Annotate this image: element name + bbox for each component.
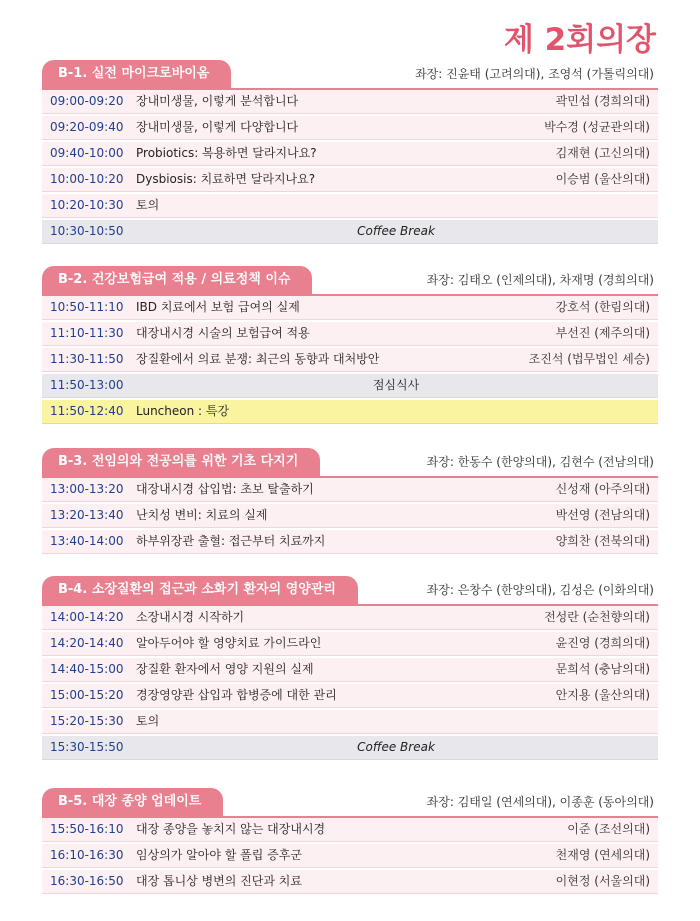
table-row xyxy=(42,168,658,192)
session-title: B-5. 대장 종양 업데이트 xyxy=(42,788,223,816)
time-slot: 13:40-14:00 xyxy=(50,534,124,548)
session-chairs: 좌장: 김태오 (인제의대), 차재명 (경희의대) xyxy=(426,273,654,287)
speaker-name: 천재영 (연세의대) xyxy=(555,848,650,862)
talk-topic: 대장내시경 삽입법: 초보 탈출하기 xyxy=(136,482,314,496)
session-block xyxy=(42,448,658,554)
table-row xyxy=(42,194,658,218)
talk-topic: 임상의가 알아야 할 폴립 증후군 xyxy=(136,848,302,862)
time-slot: 09:40-10:00 xyxy=(50,146,124,160)
talk-topic: 토의 xyxy=(136,198,160,212)
table-row xyxy=(42,736,658,760)
speaker-name: 이현정 (서울의대) xyxy=(555,874,650,888)
time-slot: 11:50-12:40 xyxy=(50,404,124,418)
session-rows xyxy=(42,296,658,424)
table-row xyxy=(42,296,658,320)
speaker-name: 안지용 (울산의대) xyxy=(555,688,650,702)
time-slot: 14:40-15:00 xyxy=(50,662,124,676)
speaker-name: 윤진영 (경희의대) xyxy=(555,636,650,650)
time-slot: 15:30-15:50 xyxy=(50,740,124,754)
table-row xyxy=(42,658,658,682)
session-header xyxy=(42,448,658,476)
time-slot: 14:20-14:40 xyxy=(50,636,124,650)
talk-topic: 소장내시경 시작하기 xyxy=(136,610,245,624)
time-slot: 09:20-09:40 xyxy=(50,120,124,134)
talk-topic: 장내미생물, 이렇게 다양합니다 xyxy=(136,120,299,134)
session-chairs: 좌장: 한동수 (한양의대), 김현수 (전남의대) xyxy=(426,455,654,469)
talk-topic: Luncheon : 특강 xyxy=(136,404,230,418)
table-row xyxy=(42,220,658,244)
time-slot: 10:20-10:30 xyxy=(50,198,124,212)
time-slot: 11:30-11:50 xyxy=(50,352,124,366)
speaker-name: 전성란 (순천향의대) xyxy=(544,610,650,624)
time-slot: 10:50-11:10 xyxy=(50,300,124,314)
talk-topic: 토의 xyxy=(136,714,160,728)
table-row xyxy=(42,818,658,842)
talk-topic: 장질환에서 의료 분쟁: 최근의 동향과 대처방안 xyxy=(136,352,380,366)
table-row xyxy=(42,348,658,372)
table-row xyxy=(42,606,658,630)
time-slot: 11:10-11:30 xyxy=(50,326,124,340)
talk-topic: 대장내시경 시술의 보험급여 적용 xyxy=(136,326,310,340)
talk-topic: Probiotics: 복용하면 달라지나요? xyxy=(136,146,317,160)
session-title: B-1. 실전 마이크로바이옴 xyxy=(42,60,231,88)
session-block xyxy=(42,788,658,894)
session-chairs: 좌장: 진윤태 (고려의대), 조영석 (가톨릭의대) xyxy=(415,67,654,81)
time-slot: 13:20-13:40 xyxy=(50,508,124,522)
speaker-name: 박수경 (성균관의대) xyxy=(544,120,650,134)
speaker-name: 신성재 (아주의대) xyxy=(555,482,650,496)
talk-topic: 경장영양관 삽입과 합병증에 대한 관리 xyxy=(136,688,337,702)
time-slot: 10:30-10:50 xyxy=(50,224,124,238)
speaker-name: 양희찬 (전북의대) xyxy=(555,534,650,548)
table-row xyxy=(42,844,658,868)
time-slot: 10:00-10:20 xyxy=(50,172,124,186)
break-label: Coffee Break xyxy=(357,224,435,238)
table-row xyxy=(42,530,658,554)
session-rows xyxy=(42,818,658,894)
speaker-name: 부선진 (제주의대) xyxy=(555,326,650,340)
session-header xyxy=(42,60,658,88)
speaker-name: 문희석 (충남의대) xyxy=(555,662,650,676)
table-row xyxy=(42,374,658,398)
talk-topic: 하부위장관 출혈: 접근부터 치료까지 xyxy=(136,534,326,548)
table-row xyxy=(42,632,658,656)
session-block xyxy=(42,576,658,760)
time-slot: 13:00-13:20 xyxy=(50,482,124,496)
speaker-name: 이준 (조선의대) xyxy=(567,822,650,836)
talk-topic: IBD 치료에서 보험 급여의 실제 xyxy=(136,300,300,314)
talk-topic: 난치성 변비: 치료의 실제 xyxy=(136,508,268,522)
session-rows xyxy=(42,606,658,760)
time-slot: 16:30-16:50 xyxy=(50,874,124,888)
time-slot: 16:10-16:30 xyxy=(50,848,124,862)
table-row xyxy=(42,90,658,114)
table-row xyxy=(42,400,658,424)
speaker-name: 박선영 (전남의대) xyxy=(555,508,650,522)
table-row xyxy=(42,870,658,894)
session-rows xyxy=(42,478,658,554)
table-row xyxy=(42,116,658,140)
talk-topic: Dysbiosis: 치료하면 달라지나요? xyxy=(136,172,316,186)
speaker-name: 조진석 (법무법인 세승) xyxy=(528,352,650,366)
session-header xyxy=(42,788,658,816)
talk-topic: 장질환 환자에서 영양 지원의 실제 xyxy=(136,662,314,676)
table-row xyxy=(42,710,658,734)
session-title: B-4. 소장질환의 접근과 소화기 환자의 영양관리 xyxy=(42,576,358,604)
table-row xyxy=(42,322,658,346)
table-row xyxy=(42,478,658,502)
table-row xyxy=(42,142,658,166)
break-label: Coffee Break xyxy=(357,740,435,754)
break-label: 점심식사 xyxy=(372,378,420,392)
speaker-name: 곽민섭 (경희의대) xyxy=(555,94,650,108)
time-slot: 15:50-16:10 xyxy=(50,822,124,836)
talk-topic: 대장 톱니상 병변의 진단과 치료 xyxy=(136,874,302,888)
session-block xyxy=(42,266,658,424)
table-row xyxy=(42,504,658,528)
room-title: 제 2회의장 xyxy=(503,22,656,58)
talk-topic: 알아두어야 할 영양치료 가이드라인 xyxy=(136,636,322,650)
time-slot: 15:00-15:20 xyxy=(50,688,124,702)
time-slot: 14:00-14:20 xyxy=(50,610,124,624)
speaker-name: 김재현 (고신의대) xyxy=(555,146,650,160)
session-title: B-3. 전임의와 전공의를 위한 기초 다지기 xyxy=(42,448,320,476)
time-slot: 11:50-13:00 xyxy=(50,378,124,392)
session-chairs: 좌장: 김태일 (연세의대), 이종훈 (동아의대) xyxy=(426,795,654,809)
session-header xyxy=(42,576,658,604)
session-header xyxy=(42,266,658,294)
session-title: B-2. 건강보험급여 적용 / 의료정책 이슈 xyxy=(42,266,312,294)
talk-topic: 대장 종양을 놓치지 않는 대장내시경 xyxy=(136,822,326,836)
session-chairs: 좌장: 은창수 (한양의대), 김성은 (이화의대) xyxy=(426,583,654,597)
table-row xyxy=(42,684,658,708)
time-slot: 09:00-09:20 xyxy=(50,94,124,108)
session-block xyxy=(42,60,658,244)
speaker-name: 강호석 (한림의대) xyxy=(555,300,650,314)
speaker-name: 이승범 (울산의대) xyxy=(555,172,650,186)
session-rows xyxy=(42,90,658,244)
time-slot: 15:20-15:30 xyxy=(50,714,124,728)
talk-topic: 장내미생물, 이렇게 분석합니다 xyxy=(136,94,299,108)
